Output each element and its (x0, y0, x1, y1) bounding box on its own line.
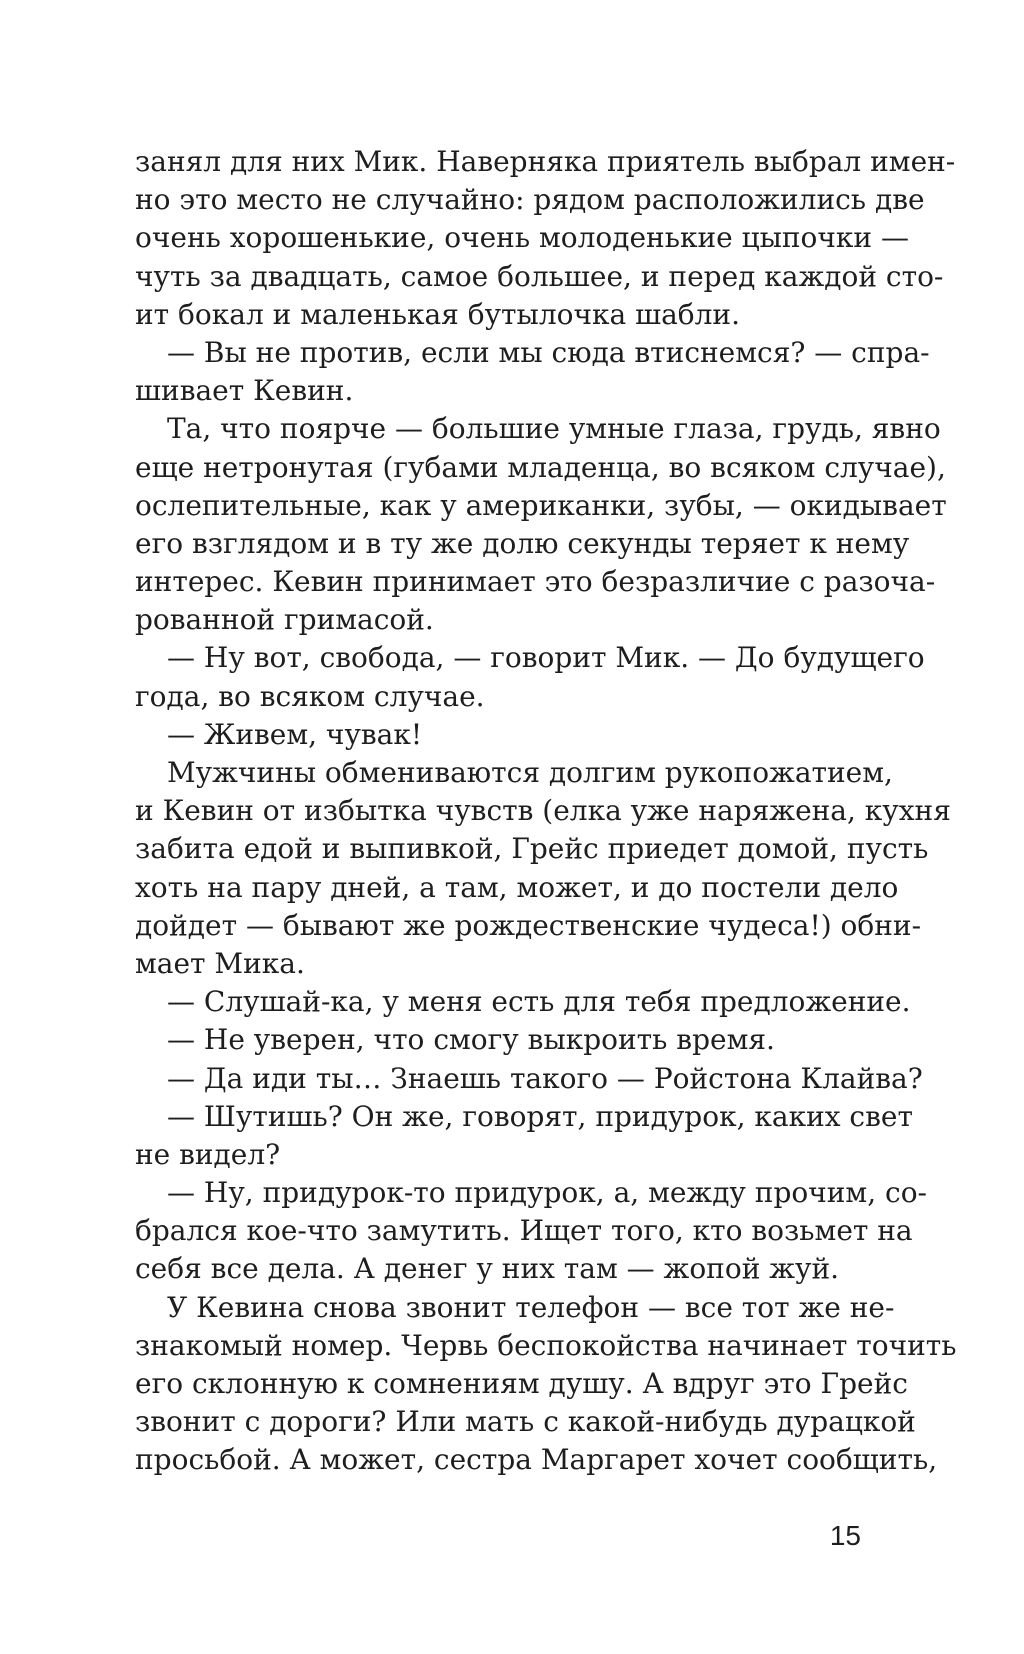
text-line: мает Мика. (135, 946, 305, 980)
text-line: дойдет — бывают же рождественские чудеса!) обни- (135, 908, 922, 942)
text-line: еще нетронутая (губами младенца, во всяком случае), (135, 450, 946, 484)
text-line: чуть за двадцать, самое большее, и перед каждой сто- (135, 259, 944, 293)
text-line: — Ну, придурок-то придурок, а, между прочим, со- (167, 1176, 928, 1210)
text-line: забита едой и выпивкой, Грейс приедет домой, пусть (135, 832, 929, 866)
text-line: Мужчины обмениваются долгим рукопожатием, (167, 756, 893, 789)
text-line: его взглядом и в ту же долю секунды теряет к нему (135, 526, 910, 560)
text-line: не видел? (135, 1137, 281, 1171)
text-line: У Кевина снова звонит телефон — все тот же не- (167, 1290, 895, 1324)
text-line: звонит с дороги? Или мать с какой-нибудь дурацкой (135, 1405, 916, 1439)
text-line: — Шутишь? Он же, говорят, придурок, каких свет (167, 1099, 913, 1133)
text-line: себя все дела. А денег у них там — жопой жуй. (135, 1252, 840, 1286)
text-line: ит бокал и маленькая бутылочка шабли. (135, 297, 740, 331)
text-line: Та, что поярче — большие умные глаза, грудь, явно (167, 412, 941, 446)
text-line: — Вы не против, если мы сюда втиснемся? — спра- (167, 335, 930, 369)
text-line: хоть на пару дней, а там, может, и до постели дело (135, 870, 899, 904)
text-line: знакомый номер. Червь беспокойства начинает точить (135, 1328, 957, 1362)
text-line: — Не уверен, что смогу выкроить время. (167, 1023, 775, 1057)
text-line: рованной гримасой. (135, 603, 434, 637)
page-number: 15 (829, 1520, 861, 1551)
text-line: но это место не случайно: рядом расположились две (135, 183, 925, 217)
text-line: — Да иди ты… Знаешь такого — Ройстона Клайва? (167, 1061, 923, 1095)
text-line: интерес. Кевин принимает это безразличие с разоча- (135, 565, 936, 599)
text-line: и Кевин от избытка чувств (елка уже наряжена, кухня (135, 794, 951, 828)
text-line: — Ну вот, свобода, — говорит Мик. — До будущего (167, 641, 925, 675)
text-line: шивает Кевин. (135, 374, 354, 408)
body-text (135, 143, 957, 1480)
text-line: года, во всяком случае. (135, 679, 485, 713)
text-line: — Слушай-ка, у меня есть для тебя предложение. (167, 985, 911, 1019)
text-line: просьбой. А может, сестра Маргарет хочет сообщить, (135, 1443, 938, 1477)
text-line: занял для них Мик. Наверняка приятель выбрал имен- (135, 145, 956, 178)
text-line: его склонную к сомнениям душу. А вдруг это Грейс (135, 1367, 908, 1400)
text-line: — Живем, чувак! (167, 717, 423, 751)
text-line: брался кое-что замутить. Ищет того, кто возьмет на (135, 1214, 913, 1248)
text-line: ослепительные, как у американки, зубы, — окидывает (135, 488, 947, 522)
text-line: очень хорошенькие, очень молоденькие цыпочки — (135, 221, 909, 255)
